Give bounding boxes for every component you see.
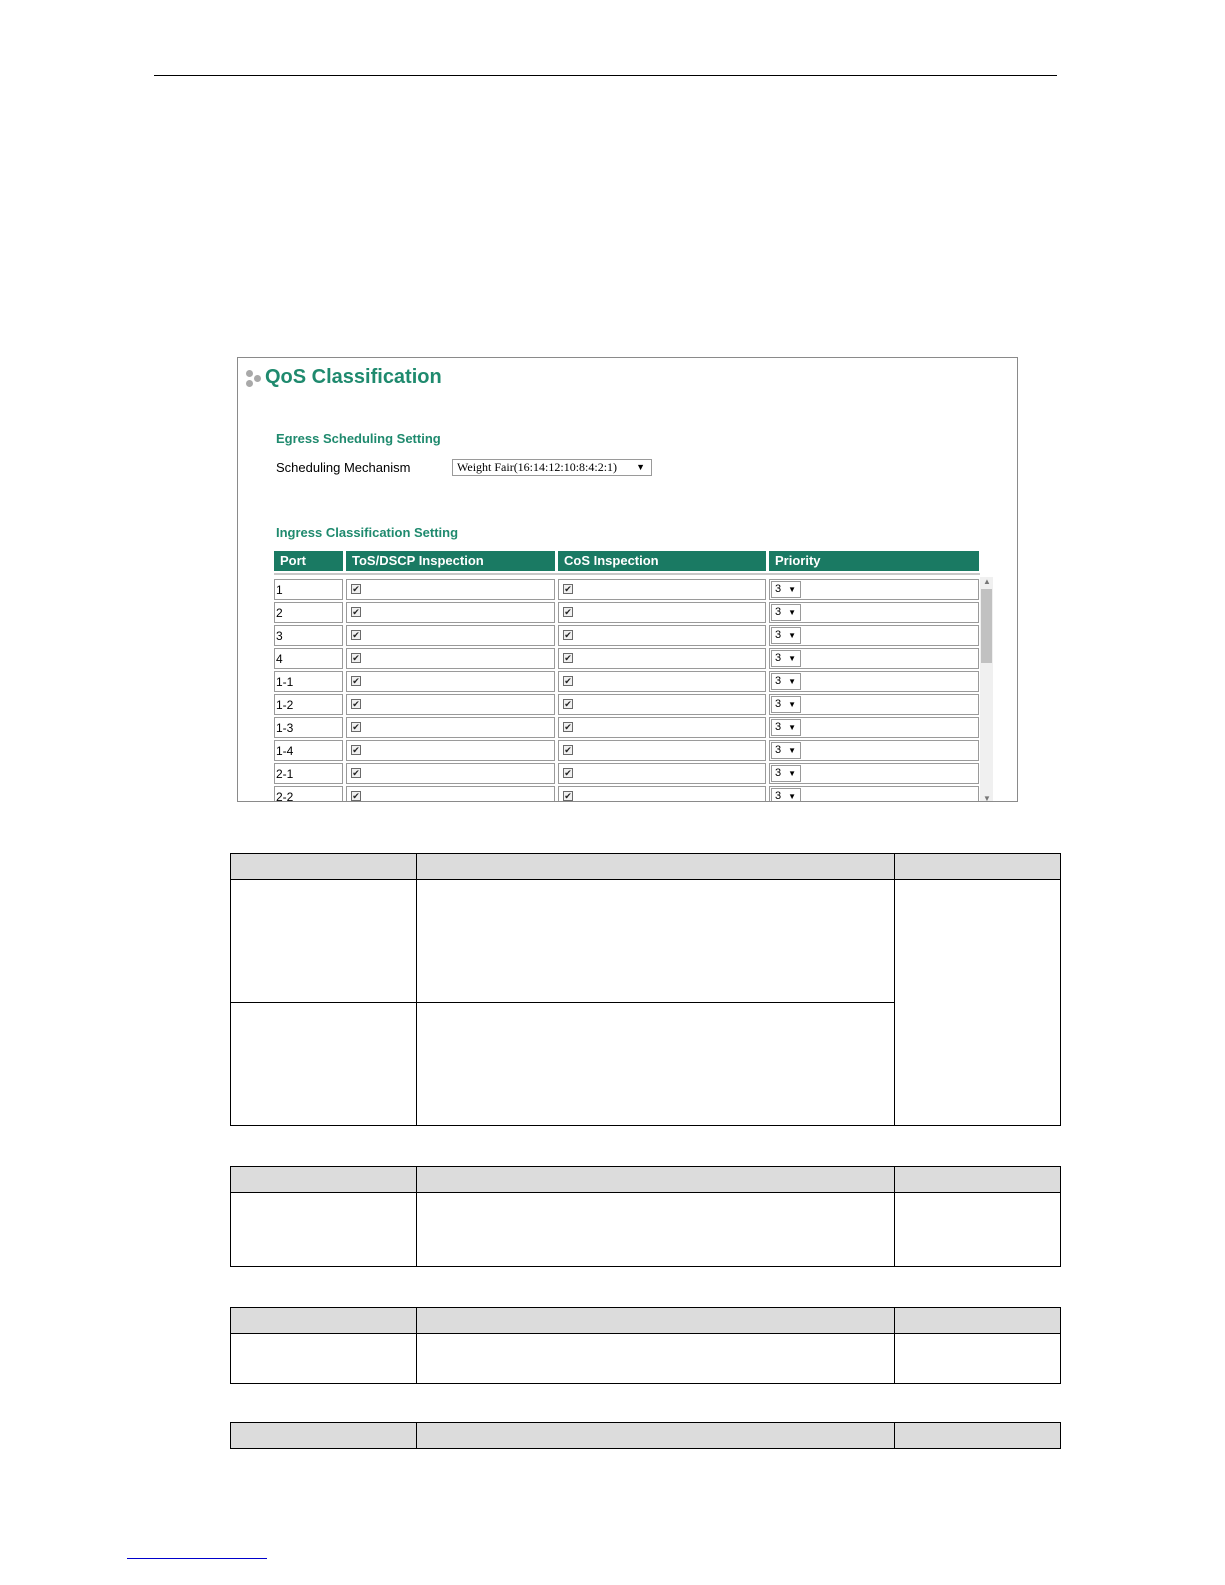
table-cell — [417, 1334, 895, 1384]
settings-table-4 — [230, 1422, 1061, 1449]
port-cell — [274, 717, 343, 738]
priority-value: 3 — [775, 675, 782, 687]
cos-checkbox[interactable]: ✔ — [564, 607, 572, 617]
table-header-cell — [231, 1423, 417, 1449]
settings-table-1 — [230, 853, 1061, 1126]
table-row — [274, 694, 980, 715]
ingress-section-title: Ingress Classification Setting — [276, 525, 459, 540]
port-label: 3 — [276, 629, 283, 643]
cos-checkbox[interactable]: ✔ — [564, 768, 572, 778]
tos-cell — [346, 740, 555, 761]
cos-checkbox[interactable]: ✔ — [564, 791, 572, 801]
table-row — [274, 648, 980, 669]
table-row — [274, 740, 980, 761]
priority-cell — [769, 579, 979, 600]
table-cell — [231, 1003, 417, 1126]
header-divider — [274, 573, 980, 575]
ingress-rows — [274, 579, 980, 802]
table-row — [274, 671, 980, 692]
port-cell — [274, 625, 343, 646]
priority-select[interactable] — [771, 719, 801, 736]
tos-dscp-checkbox[interactable]: ✔ — [352, 607, 360, 617]
footer-link-underline — [127, 1558, 267, 1559]
chevron-down-icon: ▼ — [788, 677, 796, 686]
priority-select[interactable] — [771, 581, 801, 598]
priority-select[interactable] — [771, 604, 801, 621]
chevron-down-icon: ▼ — [788, 792, 796, 801]
cos-cell — [558, 763, 766, 784]
priority-value: 3 — [775, 583, 782, 595]
table-row — [274, 763, 980, 784]
cos-cell — [558, 648, 766, 669]
chevron-down-icon: ▼ — [788, 608, 796, 617]
scheduling-mechanism-label: Scheduling Mechanism — [276, 460, 411, 475]
chevron-down-icon: ▼ — [788, 700, 796, 709]
table-header-cell — [895, 1167, 1061, 1193]
cos-cell — [558, 602, 766, 623]
table-cell — [417, 1193, 895, 1267]
priority-cell — [769, 740, 979, 761]
priority-value: 3 — [775, 652, 782, 664]
port-label: 1-1 — [276, 675, 294, 689]
cos-cell — [558, 579, 766, 600]
priority-cell — [769, 786, 979, 802]
table-header-cell — [895, 854, 1061, 880]
tos-dscp-checkbox[interactable]: ✔ — [352, 676, 360, 686]
port-cell — [274, 579, 343, 600]
tos-cell — [346, 648, 555, 669]
priority-cell — [769, 671, 979, 692]
priority-value: 3 — [775, 790, 782, 802]
table-cell — [417, 1003, 895, 1126]
cos-checkbox[interactable]: ✔ — [564, 630, 572, 640]
chevron-down-icon: ▼ — [636, 462, 645, 472]
port-cell — [274, 740, 343, 761]
table-row — [274, 786, 980, 802]
tos-cell — [346, 763, 555, 784]
cos-checkbox[interactable]: ✔ — [564, 722, 572, 732]
column-header-cos: CoS Inspection — [558, 551, 766, 571]
tos-cell — [346, 602, 555, 623]
cos-checkbox[interactable]: ✔ — [564, 745, 572, 755]
port-cell — [274, 648, 343, 669]
port-cell — [274, 602, 343, 623]
chevron-down-icon: ▼ — [788, 631, 796, 640]
chevron-down-icon: ▼ — [788, 723, 796, 732]
table-cell — [895, 880, 1061, 1126]
port-cell — [274, 763, 343, 784]
priority-select[interactable] — [771, 742, 801, 759]
tos-dscp-checkbox[interactable]: ✔ — [352, 630, 360, 640]
priority-value: 3 — [775, 629, 782, 641]
tos-dscp-checkbox[interactable]: ✔ — [352, 722, 360, 732]
panel-title: QoS Classification — [265, 366, 442, 388]
port-cell — [274, 694, 343, 715]
column-header-port: Port — [274, 551, 343, 571]
table-cell — [231, 880, 417, 1003]
cos-cell — [558, 625, 766, 646]
port-cell — [274, 671, 343, 692]
chevron-down-icon: ▼ — [788, 769, 796, 778]
column-header-priority: Priority — [769, 551, 979, 571]
priority-cell — [769, 648, 979, 669]
table-header-cell — [231, 1167, 417, 1193]
tos-cell — [346, 579, 555, 600]
table-row — [274, 602, 980, 623]
scrollbar[interactable] — [980, 577, 993, 802]
cos-cell — [558, 717, 766, 738]
priority-select[interactable] — [771, 650, 801, 667]
scheduling-mechanism-value: Weight Fair(16:14:12:10:8:4:2:1) — [457, 460, 618, 474]
chevron-down-icon: ▼ — [788, 585, 796, 594]
port-label: 1 — [276, 583, 283, 597]
cos-checkbox[interactable]: ✔ — [564, 699, 572, 709]
table-cell — [895, 1193, 1061, 1267]
port-label: 2-2 — [276, 790, 294, 802]
port-cell — [274, 786, 343, 802]
priority-value: 3 — [775, 744, 782, 756]
settings-table-2 — [230, 1166, 1061, 1267]
table-row — [274, 717, 980, 738]
table-header-cell — [417, 1423, 895, 1449]
table-header-cell — [231, 854, 417, 880]
chevron-down-icon: ▼ — [788, 746, 796, 755]
port-label: 4 — [276, 652, 283, 666]
port-label: 1-3 — [276, 721, 294, 735]
tos-dscp-checkbox[interactable]: ✔ — [352, 699, 360, 709]
scroll-up-icon[interactable]: ▲ — [983, 577, 991, 586]
table-header-cell — [231, 1308, 417, 1334]
priority-cell — [769, 625, 979, 646]
priority-value: 3 — [775, 606, 782, 618]
priority-cell — [769, 602, 979, 623]
tos-cell — [346, 694, 555, 715]
priority-cell — [769, 694, 979, 715]
table-cell — [417, 880, 895, 1003]
table-row — [274, 579, 980, 600]
tos-cell — [346, 625, 555, 646]
priority-value: 3 — [775, 698, 782, 710]
cos-checkbox[interactable]: ✔ — [564, 653, 572, 663]
table-row — [274, 625, 980, 646]
column-header-tos-dscp: ToS/DSCP Inspection — [346, 551, 555, 571]
title-bullet-icon — [246, 370, 264, 388]
tos-cell — [346, 786, 555, 802]
table-header-cell — [895, 1423, 1061, 1449]
tos-dscp-checkbox[interactable]: ✔ — [352, 791, 360, 801]
table-header-cell — [417, 854, 895, 880]
priority-cell — [769, 763, 979, 784]
priority-cell — [769, 717, 979, 738]
scheduling-mechanism-select[interactable] — [452, 459, 652, 476]
cos-cell — [558, 786, 766, 802]
port-label: 1-2 — [276, 698, 294, 712]
tos-dscp-checkbox[interactable]: ✔ — [352, 653, 360, 663]
table-header-cell — [417, 1167, 895, 1193]
table-header-cell — [417, 1308, 895, 1334]
chevron-down-icon: ▼ — [788, 654, 796, 663]
table-header-cell — [895, 1308, 1061, 1334]
egress-section-title: Egress Scheduling Setting — [276, 431, 441, 446]
tos-dscp-checkbox[interactable]: ✔ — [352, 768, 360, 778]
tos-dscp-checkbox[interactable]: ✔ — [352, 745, 360, 755]
priority-value: 3 — [775, 767, 782, 779]
page-header-rule — [154, 75, 1057, 76]
tos-cell — [346, 671, 555, 692]
port-label: 2 — [276, 606, 283, 620]
port-label: 2-1 — [276, 767, 294, 781]
tos-dscp-checkbox[interactable]: ✔ — [352, 584, 360, 594]
priority-select[interactable] — [771, 696, 801, 713]
priority-select[interactable] — [771, 673, 801, 690]
table-cell — [231, 1193, 417, 1267]
cos-cell — [558, 671, 766, 692]
priority-select[interactable] — [771, 765, 801, 782]
cos-checkbox[interactable]: ✔ — [564, 584, 572, 594]
cos-checkbox[interactable]: ✔ — [564, 676, 572, 686]
settings-table-3 — [230, 1307, 1061, 1384]
table-cell — [231, 1334, 417, 1384]
qos-classification-panel — [237, 357, 1018, 802]
port-label: 1-4 — [276, 744, 294, 758]
scroll-down-icon[interactable]: ▼ — [983, 794, 991, 802]
priority-select[interactable] — [771, 788, 801, 802]
priority-select[interactable] — [771, 627, 801, 644]
scroll-thumb[interactable] — [981, 589, 992, 663]
tos-cell — [346, 717, 555, 738]
cos-cell — [558, 740, 766, 761]
table-cell — [895, 1334, 1061, 1384]
priority-value: 3 — [775, 721, 782, 733]
cos-cell — [558, 694, 766, 715]
